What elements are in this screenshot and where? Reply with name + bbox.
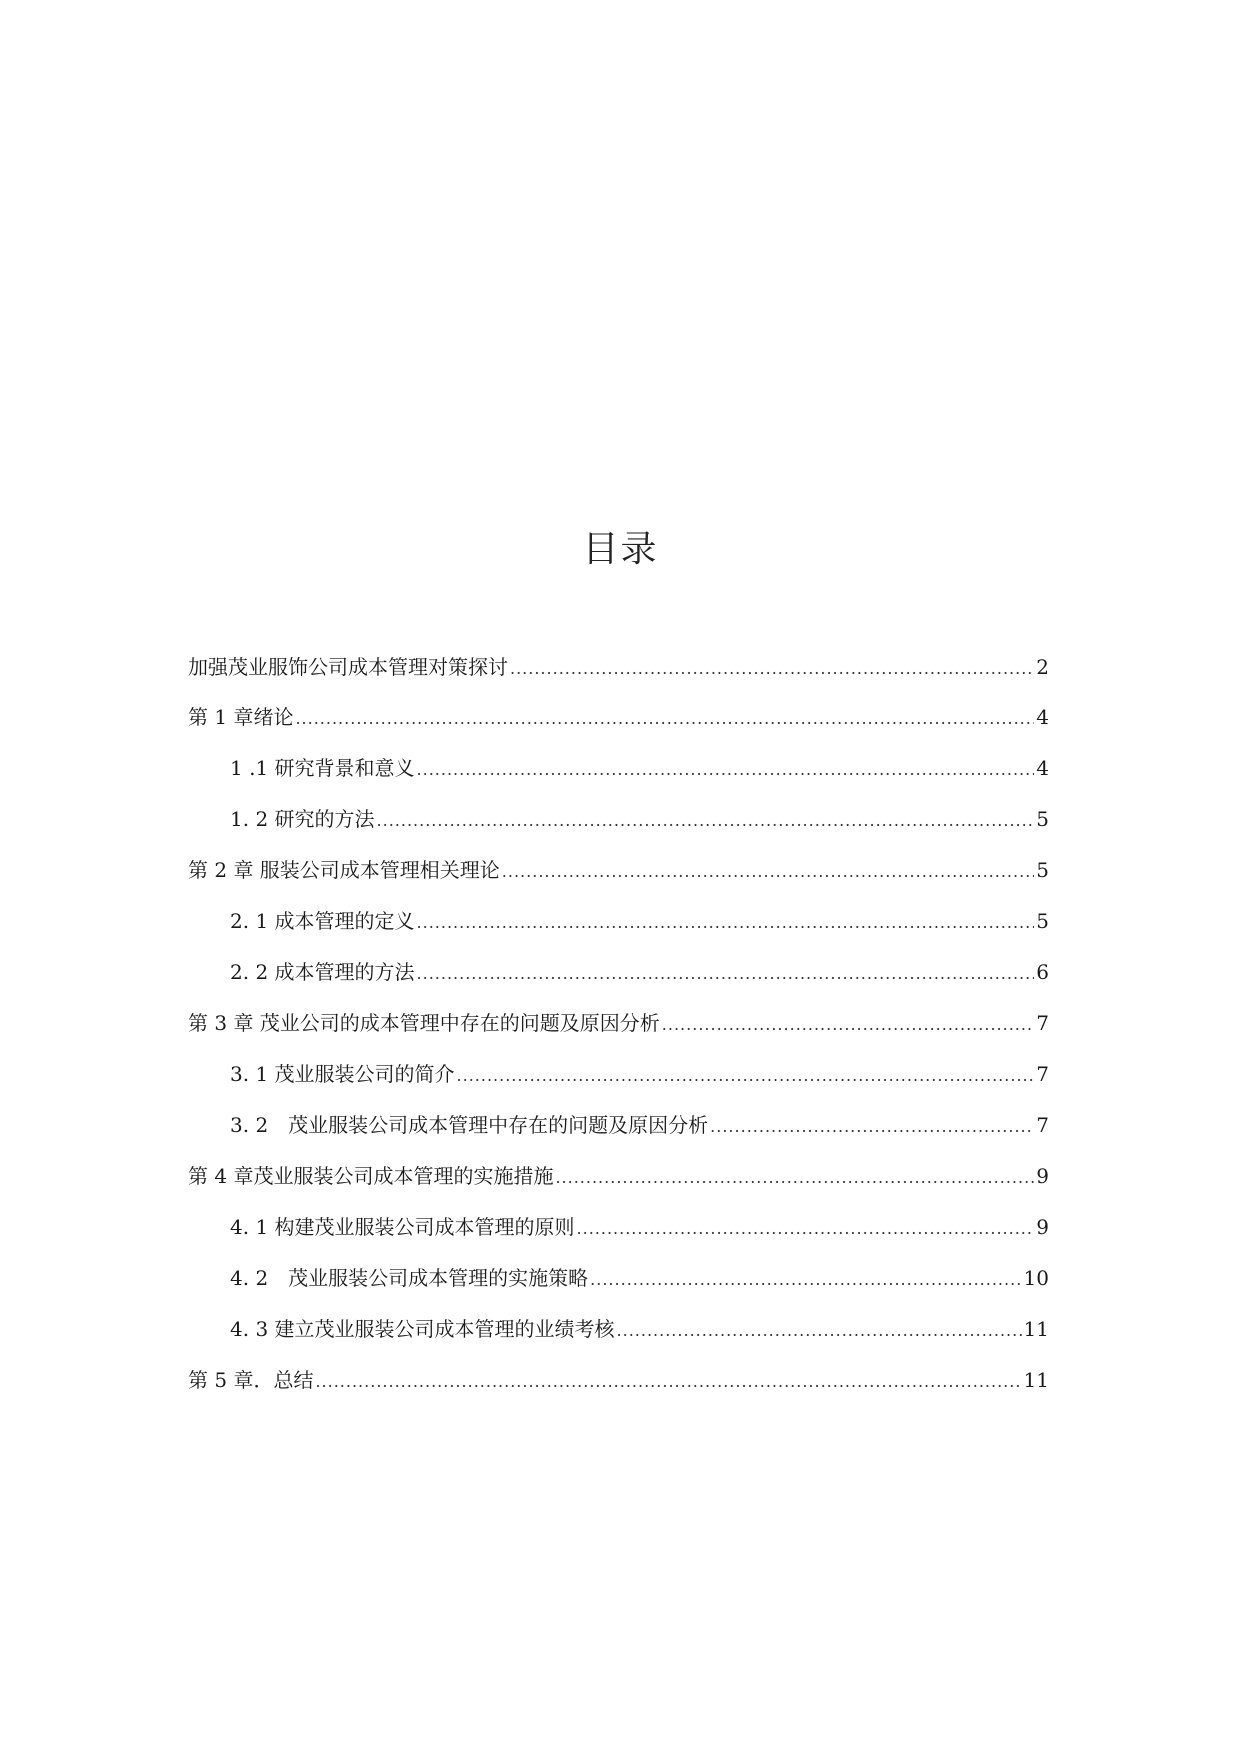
toc-leader-dots xyxy=(502,858,1034,886)
toc-leader-dots xyxy=(417,756,1035,784)
toc-entry-page: 5 xyxy=(1036,909,1049,933)
toc-leader-dots xyxy=(662,1011,1034,1039)
toc-leader-dots xyxy=(457,1062,1035,1090)
toc-leader-dots xyxy=(710,1113,1034,1141)
toc-entry-page: 2 xyxy=(1036,655,1049,679)
toc-entry[interactable] xyxy=(188,703,1049,731)
toc-entry-page: 5 xyxy=(1036,807,1049,831)
toc-entry-label: 3. 1 茂业服装公司的简介 xyxy=(230,1062,455,1086)
toc-entry[interactable] xyxy=(188,1366,1049,1394)
toc-entry[interactable] xyxy=(230,1213,1049,1241)
toc-leader-dots xyxy=(555,1164,1034,1192)
toc-entry-label: 第 1 章绪论 xyxy=(188,705,294,729)
toc-entry[interactable] xyxy=(230,1111,1049,1139)
toc-entry[interactable] xyxy=(230,1264,1049,1292)
toc-entry[interactable] xyxy=(230,907,1049,935)
toc-entry-label: 第 2 章 服装公司成本管理相关理论 xyxy=(188,858,500,882)
toc-entry-page: 4 xyxy=(1036,705,1049,729)
toc-title: 目录 xyxy=(582,529,659,570)
toc-entry-label: 1. 2 研究的方法 xyxy=(230,807,375,831)
toc-leader-dots xyxy=(617,1317,1022,1345)
toc-entry-page: 7 xyxy=(1036,1113,1049,1137)
toc-leader-dots xyxy=(417,909,1035,937)
toc-leader-dots xyxy=(590,1266,1021,1294)
toc-entry-label: 1 .1 研究背景和意义 xyxy=(230,756,415,780)
toc-entry-label: 加强茂业服饰公司成本管理对策探讨 xyxy=(188,655,508,679)
toc-leader-dots xyxy=(295,705,1034,733)
toc-entry-page: 4 xyxy=(1036,756,1049,780)
toc-entry[interactable] xyxy=(188,1009,1049,1037)
toc-leader-dots xyxy=(577,1215,1035,1243)
toc-entry-label: 4. 3 建立茂业服装公司成本管理的业绩考核 xyxy=(230,1317,615,1341)
toc-entry-page: 10 xyxy=(1023,1266,1049,1290)
toc-entry-label: 4. 2 茂业服装公司成本管理的实施策略 xyxy=(230,1266,589,1290)
toc-entry-page: 7 xyxy=(1036,1062,1049,1086)
toc-entry[interactable] xyxy=(230,1060,1049,1088)
toc-entry-label: 3. 2 茂业服装公司成本管理中存在的问题及原因分析 xyxy=(230,1113,709,1137)
toc-leader-dots xyxy=(417,960,1035,988)
toc-entry[interactable] xyxy=(230,754,1049,782)
toc-entry[interactable] xyxy=(188,856,1049,884)
toc-entry-page: 9 xyxy=(1036,1164,1049,1188)
toc-entry-page: 11 xyxy=(1023,1368,1049,1392)
toc-entry-label: 2. 1 成本管理的定义 xyxy=(230,909,415,933)
toc-entry[interactable] xyxy=(188,1162,1049,1190)
toc-entry-label: 第 5 章．总结 xyxy=(188,1368,314,1392)
toc-entry-label: 第 3 章 茂业公司的成本管理中存在的问题及原因分析 xyxy=(188,1011,660,1035)
toc-entry-page: 9 xyxy=(1036,1215,1049,1239)
toc-entry-page: 7 xyxy=(1036,1011,1049,1035)
toc-entry-label: 2. 2 成本管理的方法 xyxy=(230,960,415,984)
toc-entry[interactable] xyxy=(230,805,1049,833)
toc-entry-label: 第 4 章茂业服装公司成本管理的实施措施 xyxy=(188,1164,554,1188)
toc-entry[interactable] xyxy=(230,1315,1049,1343)
toc-entry[interactable] xyxy=(230,958,1049,986)
toc-entry-label: 4. 1 构建茂业服装公司成本管理的原则 xyxy=(230,1215,575,1239)
toc-leader-dots xyxy=(510,655,1034,683)
toc-leader-dots xyxy=(315,1368,1021,1396)
toc-entry-page: 11 xyxy=(1023,1317,1049,1341)
toc-entry-page: 5 xyxy=(1036,858,1049,882)
toc-entry-page: 6 xyxy=(1036,960,1049,984)
toc-leader-dots xyxy=(377,807,1035,835)
toc-entry[interactable] xyxy=(188,653,1049,681)
